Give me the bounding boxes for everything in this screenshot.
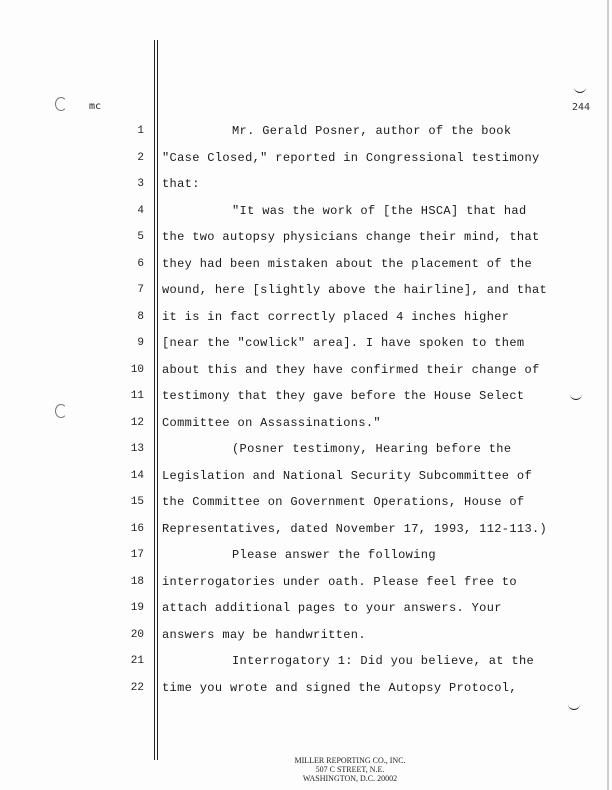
- reporter-footer: [260, 756, 440, 783]
- binder-hole-icon: [55, 97, 67, 111]
- line-number: 9: [137, 337, 144, 349]
- line-number: 18: [130, 576, 144, 588]
- line-number: 6: [137, 258, 144, 270]
- line-number: 21: [130, 655, 144, 667]
- check-mark-icon: [568, 703, 580, 710]
- line-number: 13: [130, 443, 144, 455]
- transcript-line-text: Please answer the following: [232, 548, 436, 562]
- transcript-line-text: that:: [162, 177, 200, 191]
- transcript-line-text: about this and they have confirmed their change of: [162, 363, 540, 377]
- margin-rule-left: [154, 40, 155, 760]
- transcript-line-text: they had been mistaken about the placement of the: [162, 257, 533, 271]
- line-number: 16: [130, 523, 144, 535]
- transcript-line-text: answers may be handwritten.: [162, 628, 366, 642]
- line-number: 1: [137, 125, 144, 137]
- line-number: 10: [130, 364, 144, 376]
- binder-hole-icon: [55, 404, 67, 418]
- transcript-line-text: "Case Closed," reported in Congressional testimony: [162, 151, 540, 165]
- footer-city: WASHINGTON, D.C. 20002: [302, 774, 398, 783]
- line-number: 14: [130, 470, 144, 482]
- transcript-line-text: Interrogatory 1: Did you believe, at the: [232, 654, 535, 668]
- line-number: 20: [130, 629, 144, 641]
- line-number: 3: [137, 178, 144, 190]
- line-number: 17: [130, 549, 144, 561]
- transcript-line-text: the two autopsy physicians change their mind, that: [162, 230, 540, 244]
- transcript-line-text: Representatives, dated November 17, 1993, 112-113.): [162, 522, 548, 536]
- transcript-line-text: Legislation and National Security Subcommittee of: [162, 469, 533, 483]
- line-number: 22: [130, 682, 144, 694]
- transcript-line-text: [near the "cowlick" area]. I have spoken to them: [162, 336, 525, 350]
- transcript-line-text: attach additional pages to your answers. Your: [162, 601, 502, 615]
- transcript-line-text: Committee on Assassinations.": [162, 416, 381, 430]
- footer-street: 507 C STREET, N.E.: [315, 765, 385, 774]
- transcript-line-text: interrogatories under oath. Please feel free to: [162, 575, 517, 589]
- transcript-line-text: it is in fact correctly placed 4 inches higher: [162, 310, 510, 324]
- line-number: 12: [130, 417, 144, 429]
- transcript-line-text: "It was the work of [the HSCA] that had: [232, 204, 527, 218]
- page-edge-shadow: [607, 0, 609, 790]
- line-number: 11: [130, 390, 144, 402]
- check-mark-icon: [570, 393, 582, 400]
- reporter-initials: mc: [89, 101, 102, 112]
- line-number: 8: [137, 311, 144, 323]
- line-number: 15: [130, 496, 144, 508]
- transcript-line-text: the Committee on Government Operations, House of: [162, 495, 525, 509]
- line-number: 19: [130, 602, 144, 614]
- line-number: 4: [137, 205, 144, 217]
- line-number: 7: [137, 284, 144, 296]
- transcript-line-text: Mr. Gerald Posner, author of the book: [232, 124, 512, 138]
- line-number: 5: [137, 231, 144, 243]
- transcript-line-text: testimony that they gave before the House Select: [162, 389, 525, 403]
- transcript-line-text: time you wrote and signed the Autopsy Protocol,: [162, 681, 517, 695]
- footer-company: MILLER REPORTING CO., INC.: [294, 756, 406, 765]
- transcript-line-text: wound, here [slightly above the hairline], and that: [162, 283, 548, 297]
- line-number: 2: [137, 152, 144, 164]
- check-mark-icon: [574, 86, 586, 93]
- page-number: 244: [572, 102, 591, 113]
- margin-rule-right: [157, 40, 158, 760]
- transcript-line-text: (Posner testimony, Hearing before the: [232, 442, 512, 456]
